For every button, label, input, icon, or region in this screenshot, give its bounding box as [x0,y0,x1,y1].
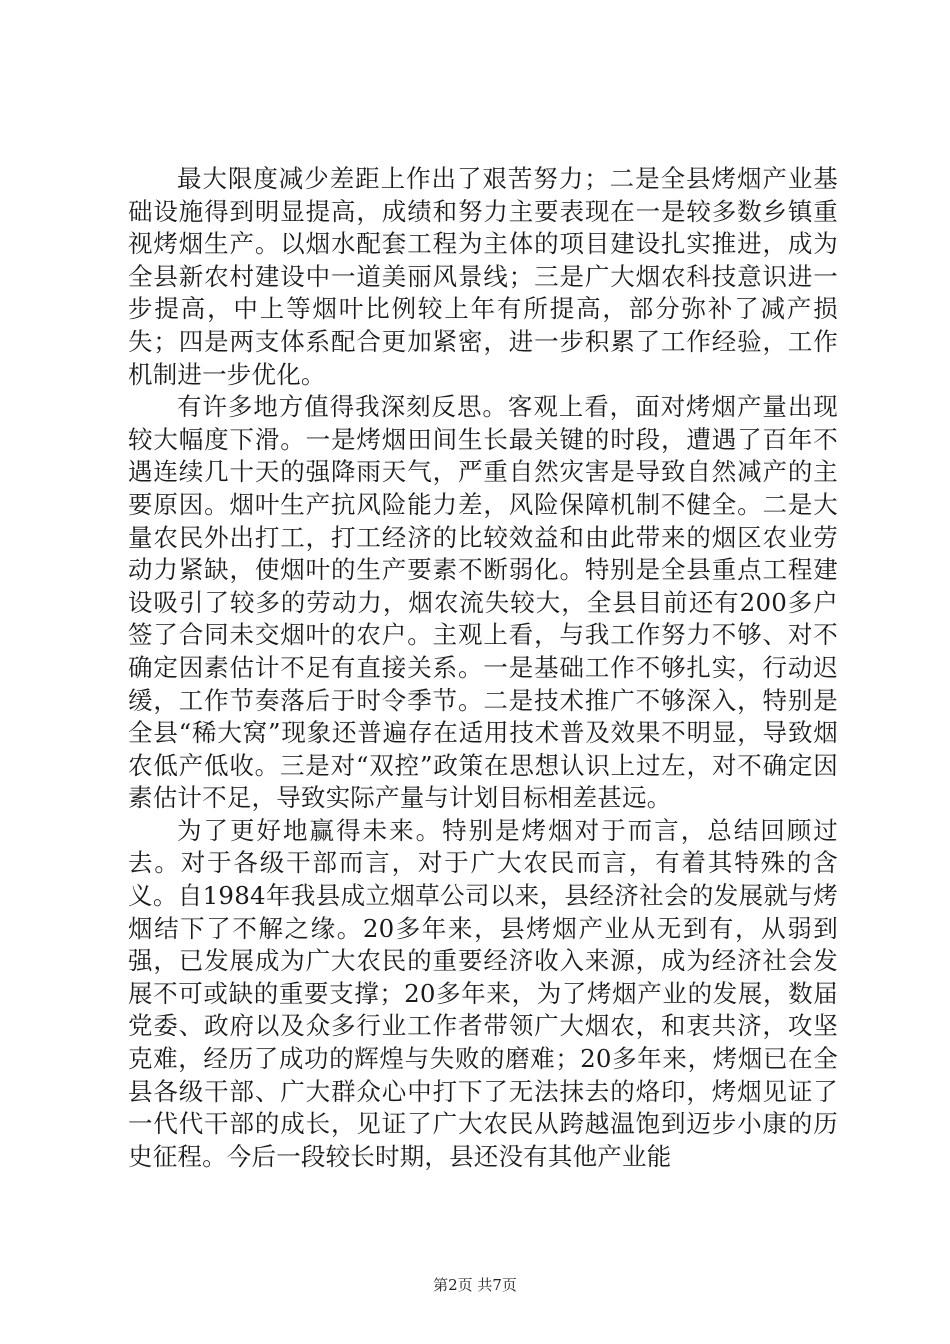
paragraph-2: 有许多地方值得我深刻反思。客观上看，面对烤烟产量出现较大幅度下滑。一是烤烟田间生长最关键的时段，遭遇了百年不遇连续几十天的强降雨天气，严重自然灾害是导致自然减产的主要原因。烟叶生产抗风险能力差，风险保障机制不健全。二是大量农民外出打工，打工经济的比较效益和由此带来的烟区农业劳动力紧缺，使烟叶的生产要素不断弱化。特别是全县重点工程建设吸引了较多的劳动力，烟农流失较大，全县目前还有200多户签了合同未交烟叶的农户。主观上看，与我工作努力不够、对不确定因素估计不足有直接关系。一是基础工作不够扎实，行动迟缓，工作节奏落后于时令季节。二是技术推广不够深入，特别是全县“稀大窝”现象还普遍存在适用技术普及效果不明显，导致烟农低产低收。三是对“双控”政策在思想认识上过左，对不确定因素估计不足，导致实际产量与计划目标相差甚远。 [128,392,838,813]
document-body [128,163,838,1173]
paragraph-1: 最大限度减少差距上作出了艰苦努力；二是全县烤烟产业基础设施得到明显提高，成绩和努力主要表现在一是较多数乡镇重视烤烟生产。以烟水配套工程为主体的项目建设扎实推进，成为全县新农村建设中一道美丽风景线；三是广大烟农科技意识进一步提高，中上等烟叶比例较上年有所提高，部分弥补了减产损失；四是两支体系配合更加紧密，进一步积累了工作经验，工作机制进一步优化。 [128,164,838,389]
page-footer: 第2页 共7页 [433,1276,517,1294]
paragraph-3: 为了更好地赢得未来。特别是烤烟对于而言，总结回顾过去。对于各级干部而言，对于广大农民而言，有着其特殊的含义。自1984年我县成立烟草公司以来，县经济社会的发展就与烤烟结下了不解之缘。20多年来，县烤烟产业从无到有，从弱到强，已发展成为广大农民的重要经济收入来源，成为经济社会发展不可或缺的重要支撑；20多年来，为了烤烟产业的发展，数届党委、政府以及众多行业工作者带领广大烟农，和衷共济，攻坚克难，经历了成功的辉煌与失败的磨难；20多年来，烤烟已在全县各级干部、广大群众心中打下了无法抹去的烙印，烤烟见证了一代代干部的成长，见证了广大农民从跨越温饱到迈步小康的历史征程。今后一段较长时期，县还没有其他产业能 [128,815,838,1171]
